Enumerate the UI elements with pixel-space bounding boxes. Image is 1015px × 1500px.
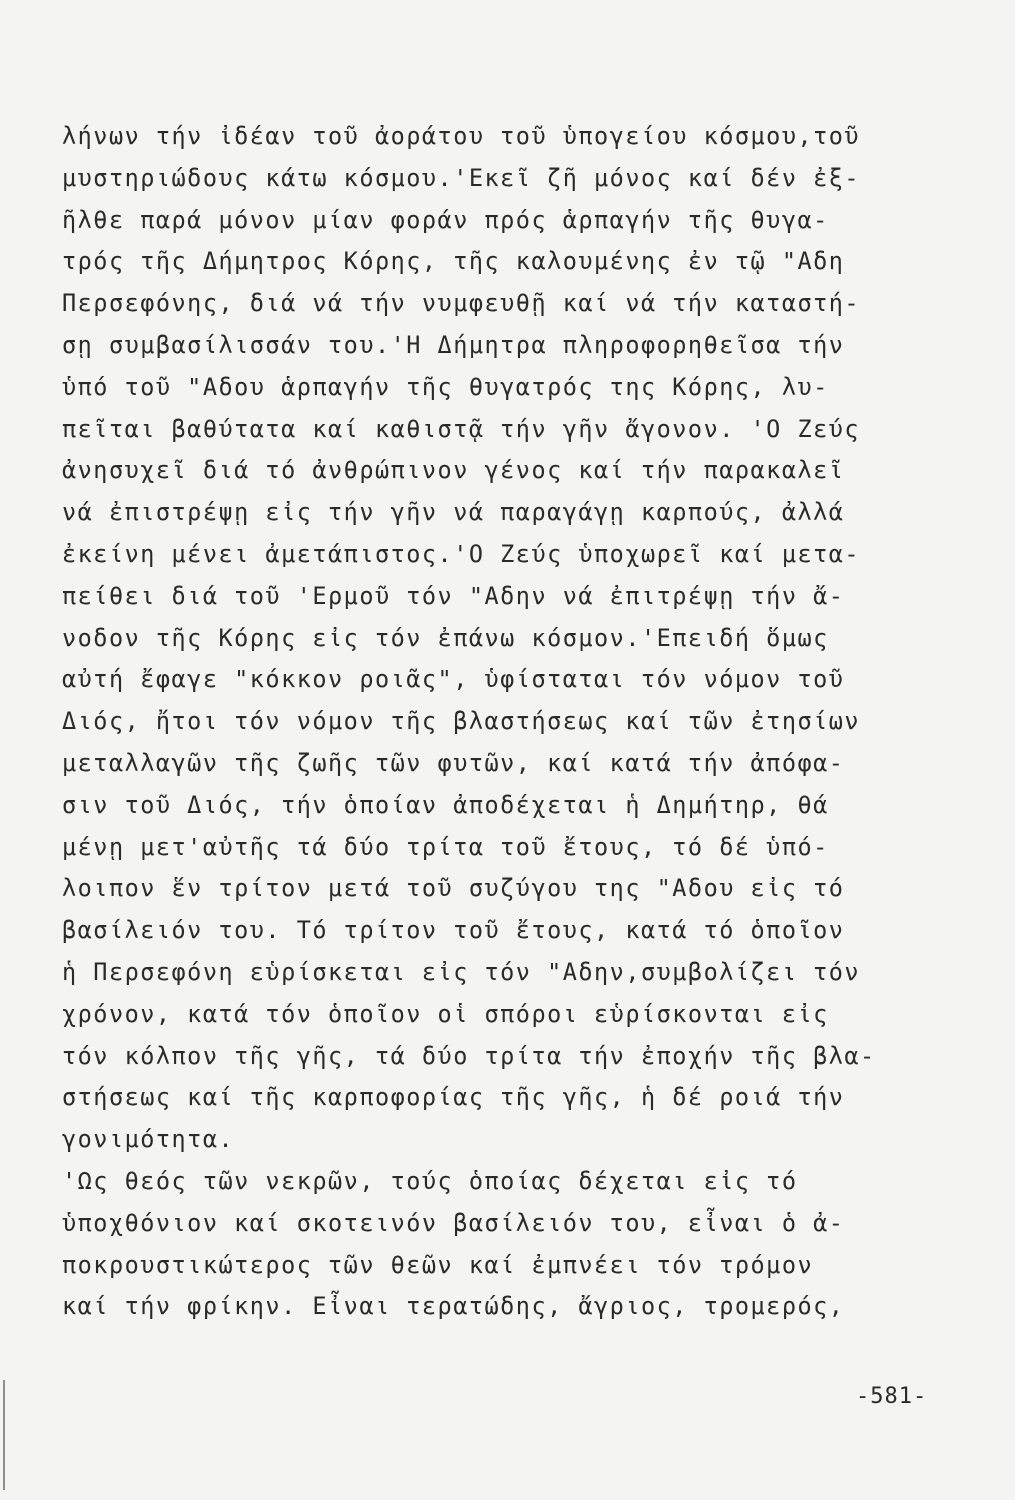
page-number: -581- xyxy=(856,1384,928,1409)
text-line: ῆλθε παρά μόνον μίαν φοράν πρός ἁρπαγήν τῆς θυγα- xyxy=(62,205,829,234)
text-line: γονιμότητα. xyxy=(62,1125,235,1154)
text-line: ὑποχθόνιον καί σκοτεινόν βασίλειόν του, εἶναι ὁ ἀ- xyxy=(62,1208,845,1237)
text-line: χρόνον, κατά τόν ὁποῖον οἱ σπόροι εὑρίσκονται εἰς xyxy=(62,999,829,1028)
text-line: νά ἐπιστρέψῃ εἰς τήν γῆν νά παραγάγῃ καρπούς, ἀλλά xyxy=(62,498,845,527)
text-line: μεταλλαγῶν τῆς ζωῆς τῶν φυτῶν, καί κατά τήν ἀπόφα- xyxy=(62,748,845,777)
text-line: νοδον τῆς Κόρης εἰς τόν ἐπάνω κόσμον.'Επειδή ὅμως xyxy=(62,623,829,652)
text-line: βασίλειόν του. Τό τρίτον τοῦ ἔτους, κατά τό ὁποῖον xyxy=(62,916,845,945)
text-line: αὐτή ἔφαγε "κόκκον ροιᾶς", ὑφίσταται τόν νόμον τοῦ xyxy=(62,665,845,694)
text-line: 'Ως θεός τῶν νεκρῶν, τούς ὁποίας δέχεται εἰς τό xyxy=(62,1166,798,1195)
scan-edge-mark xyxy=(3,1380,5,1490)
text-line: μένῃ μετ'αὐτῆς τά δύο τρίτα τοῦ ἔτους, τό δέ ὑπό- xyxy=(62,832,829,861)
text-line: ὑπό τοῦ "Αδου ἁρπαγήν τῆς θυγατρός της Κόρης, λυ- xyxy=(62,372,829,401)
text-line: λήνων τήν ἰδέαν τοῦ ἀοράτου τοῦ ὑπογείου κόσμου,τοῦ xyxy=(62,122,861,150)
text-line: πεῖται βαθύτατα καί καθιστᾷ τήν γῆν ἄγονον. 'Ο Ζεύς xyxy=(62,414,861,443)
text-line: ἡ Περσεφόνη εὑρίσκεται εἰς τόν "Αδην,συμβολίζει τόν xyxy=(62,957,861,986)
text-line: τόν κόλπον τῆς γῆς, τά δύο τρίτα τήν ἐποχήν τῆς βλα- xyxy=(62,1041,876,1070)
text-line: Διός, ἤτοι τόν νόμον τῆς βλαστήσεως καί τῶν ἐτησίων xyxy=(62,707,861,736)
text-line: ἐκείνη μένει ἀμετάπιστος.'Ο Ζεύς ὑποχωρεῖ καί μετα- xyxy=(62,539,861,568)
text-line: ἀνησυχεῖ διά τό ἀνθρώπινον γένος καί τήν παρακαλεῖ xyxy=(62,456,845,485)
text-line: μυστηριώδους κάτω κόσμου.'Εκεῖ ζῆ μόνος καί δέν ἐξ- xyxy=(62,163,861,192)
text-line: λοιπον ἕν τρίτον μετά τοῦ συζύγου της "Αδου εἰς τό xyxy=(62,874,845,903)
text-line: τρός τῆς Δήμητρος Κόρης, τῆς καλουμένης ἐν τῷ "Αδη xyxy=(62,247,845,276)
text-line: σιν τοῦ Διός, τήν ὁποίαν ἀποδέχεται ἡ Δημήτηρ, θά xyxy=(62,790,829,819)
text-line: στήσεως καί τῆς καρποφορίας τῆς γῆς, ἡ δέ ροιά τήν xyxy=(62,1083,845,1112)
text-line: ποκρουστικώτερος τῶν θεῶν καί ἐμπνέει τόν τρόμον xyxy=(62,1250,814,1279)
text-line: πείθει διά τοῦ 'Ερμοῦ τόν "Αδην νά ἐπιτρέψῃ τήν ἄ- xyxy=(62,581,845,610)
text-line: καί τήν φρίκην. Εἶναι τερατώδης, ἄγριος, τρομερός, xyxy=(62,1292,845,1321)
text-line: σῃ συμβασίλισσάν του.'Η Δήμητρα πληροφορηθεῖσα τήν xyxy=(62,330,845,359)
text-line: Περσεφόνης, διά νά τήν νυμφευθῇ καί νά τήν καταστή- xyxy=(62,289,861,318)
body-text xyxy=(62,116,962,1328)
